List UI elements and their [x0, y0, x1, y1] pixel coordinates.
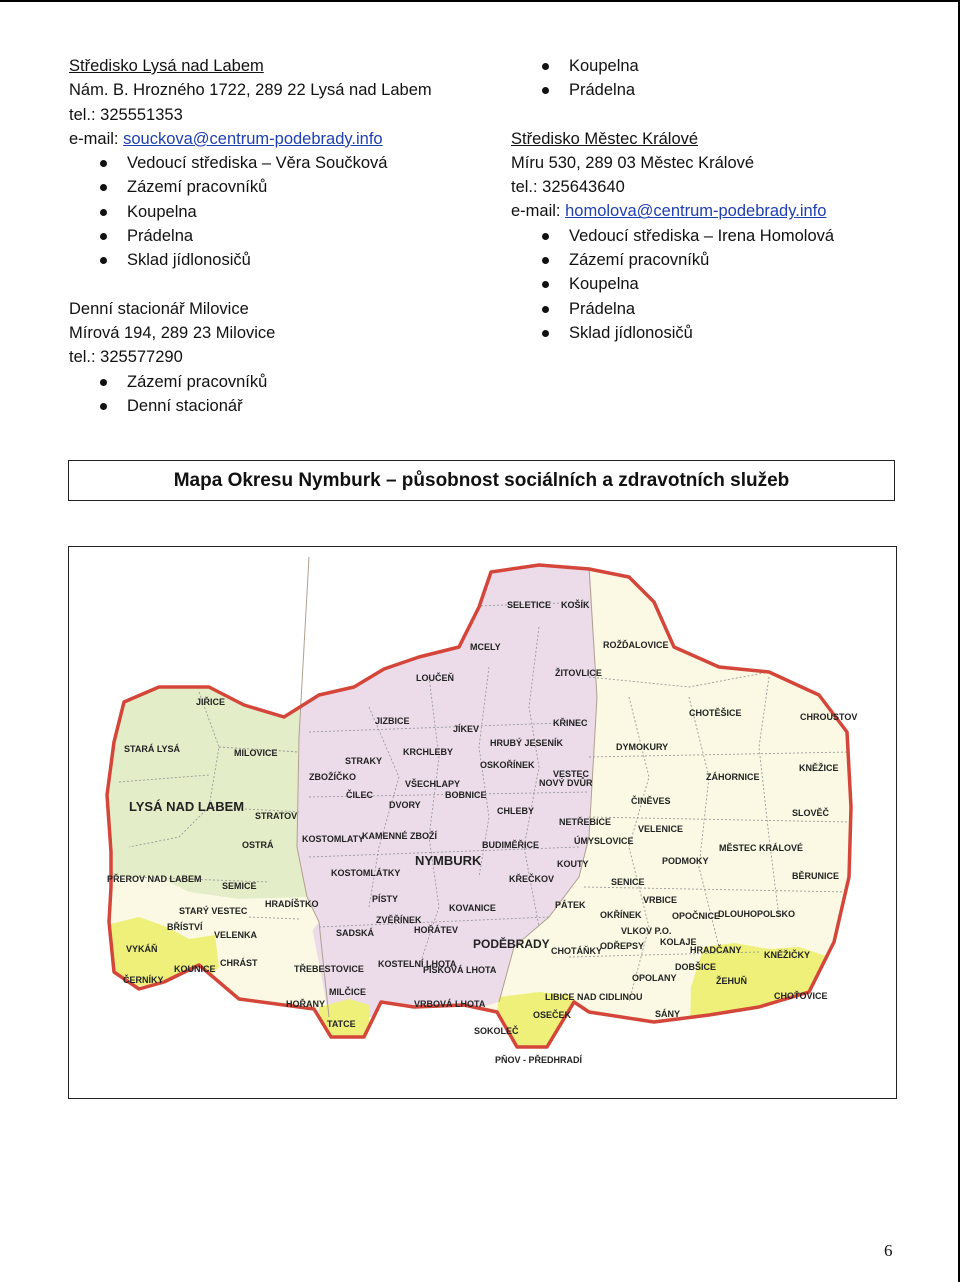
map-label: BOBNICE	[445, 790, 487, 800]
milovice-title: Denní stacionář Milovice	[69, 299, 249, 318]
mestec-title: Středisko Městec Králové	[511, 129, 699, 148]
map-label: VYKÁŇ	[126, 944, 158, 954]
map-label: ŽEHUŇ	[716, 976, 747, 986]
lysa-title: Středisko Lysá nad Labem	[69, 57, 264, 75]
map-label: KOUTY	[557, 859, 589, 869]
list-item: Vedoucí střediska – Irena Homolová	[511, 224, 941, 248]
map-label: HOŘANY	[286, 999, 326, 1009]
map-label: HRADÍŠTKO	[265, 899, 319, 909]
map-regions	[69, 547, 895, 1097]
map-label: STRATOV	[255, 811, 298, 821]
lysa-email-link[interactable]: souckova@centrum-podebrady.info	[123, 129, 383, 148]
map-label: DOBŠICE	[675, 962, 717, 972]
map-label: MILOVICE	[234, 748, 278, 758]
map-label: KNĚŽIČKY	[764, 950, 811, 960]
list-item: Koupelna	[69, 200, 489, 224]
map-label: HOŘÁTEV	[414, 925, 459, 935]
lysa-email-prefix: e-mail:	[69, 129, 124, 148]
mestec-email-link[interactable]: homolova@centrum-podebrady.info	[565, 202, 827, 221]
map-label: HRADČANY	[690, 945, 742, 955]
lysa-services-list	[69, 151, 489, 272]
map-label: LOUČEŇ	[416, 673, 454, 683]
map-label: LIBICE NAD CIDLINOU	[545, 992, 643, 1002]
milovice-tel: tel.: 325577290	[69, 348, 183, 367]
page-number: 6	[884, 1241, 893, 1260]
map-label: DVORY	[389, 800, 421, 810]
map-label: LYSÁ NAD LABEM	[129, 799, 245, 814]
map-label: KŘINEC	[553, 718, 588, 728]
map-label: CHROUSTOV	[800, 712, 858, 722]
map-label: ROŽĎALOVICE	[603, 640, 669, 650]
milovice-services-list	[69, 370, 489, 419]
map-label: PÍSKOVÁ LHOTA	[423, 965, 497, 975]
map-label: DLOUHOPOLSKO	[718, 909, 796, 919]
list-item: Prádelna	[511, 297, 941, 321]
map-label: TATCE	[327, 1019, 356, 1029]
map-label: KNĚŽICE	[799, 763, 839, 773]
list-item: Prádelna	[511, 78, 941, 102]
map-label: ZBOŽÍČKO	[309, 772, 356, 782]
map-label: SLOVĚČ	[792, 808, 830, 818]
map-label: HRUBÝ JESENÍK	[490, 738, 564, 748]
map-label: SOKOLEČ	[474, 1026, 519, 1036]
map-label: KOVANICE	[449, 903, 496, 913]
map-label: OKŘÍNEK	[600, 910, 642, 920]
map-label: CHOTÁŇKY	[551, 946, 602, 956]
map-label: JIŘICE	[196, 697, 226, 707]
district-map	[69, 547, 895, 1097]
map-label: SADSKÁ	[336, 928, 375, 938]
map-label: ČINĚVES	[631, 796, 671, 806]
map-label: SELETICE	[507, 600, 552, 610]
map-label: ČILEC	[346, 790, 373, 800]
map-label: ODŘEPSY	[600, 941, 645, 951]
mestec-services-list	[511, 224, 941, 345]
milovice-address: Mírová 194, 289 23 Milovice	[69, 323, 276, 342]
map-label: CHRÁST	[220, 958, 258, 968]
map-label: OSKOŘÍNEK	[480, 760, 535, 770]
map-label: CHOŤOVICE	[774, 991, 828, 1001]
mestec-email-prefix: e-mail:	[511, 202, 566, 221]
map-label: OSEČEK	[533, 1010, 572, 1020]
map-label: PODMOKY	[662, 856, 709, 866]
map-label: VRBOVÁ LHOTA	[414, 999, 486, 1009]
map-label: PŇOV - PŘEDHRADÍ	[495, 1055, 583, 1065]
lysa-tel: tel.: 325551353	[69, 105, 183, 124]
map-label: STRAKY	[345, 756, 383, 766]
map-label: MCELY	[470, 642, 501, 652]
map-label: NOVÝ DVŮR	[539, 778, 593, 788]
map-label: VELENKA	[214, 930, 258, 940]
map-label: VRBICE	[643, 895, 678, 905]
map-label: BĚRUNICE	[792, 871, 840, 881]
list-item: Prádelna	[69, 224, 489, 248]
map-label: SÁNY	[655, 1009, 681, 1019]
map-label: BŘÍSTVÍ	[167, 922, 203, 932]
map-label: JIZBICE	[375, 716, 410, 726]
mestec-tel: tel.: 325643640	[511, 178, 625, 197]
map-label: ZVĚŘÍNEK	[376, 915, 422, 925]
map-label: NETŘEBICE	[559, 817, 612, 827]
map-label: SEMICE	[222, 881, 257, 891]
list-item: Vedoucí střediska – Věra Součková	[69, 151, 489, 175]
map-label: KOSTOMLATY	[302, 834, 365, 844]
map-label: KŘEČKOV	[509, 874, 555, 884]
map-label: VESTEC	[553, 769, 590, 779]
list-item: Zázemí pracovníků	[69, 175, 489, 199]
map-label: MĚSTEC KRÁLOVÉ	[719, 843, 804, 853]
mestec-address: Míru 530, 289 03 Městec Králové	[511, 153, 755, 172]
map-label: CHOTĚŠICE	[689, 708, 742, 718]
map-label: JÍKEV	[453, 724, 480, 734]
map-label: PŘEROV NAD LABEM	[107, 874, 202, 884]
map-label: NYMBURK	[415, 853, 482, 868]
map-label: BUDIMĚŘICE	[482, 840, 540, 850]
map-label: KRCHLEBY	[403, 747, 454, 757]
list-item: Koupelna	[511, 54, 941, 78]
map-label: ČERNÍKY	[123, 975, 164, 985]
map-label: STARÝ VESTEC	[179, 906, 248, 916]
map-title: Mapa Okresu Nymburk – působnost sociálních a zdravotních služeb	[173, 469, 790, 491]
left-column	[69, 54, 489, 418]
map-label: KOLAJE	[660, 937, 697, 947]
map-label: PÍSTY	[372, 894, 399, 904]
map-label: KOŠÍK	[561, 600, 590, 610]
list-item: Denní stacionář	[69, 394, 489, 418]
map-label: MILČICE	[329, 987, 366, 997]
map-label: ŽITOVLICE	[555, 668, 602, 678]
list-item: Zázemí pracovníků	[69, 370, 489, 394]
map-label: STARÁ LYSÁ	[124, 744, 181, 754]
map-label: DYMOKURY	[616, 742, 669, 752]
continued-services-list	[511, 54, 941, 103]
page-top-border	[0, 0, 960, 2]
map-label: SENICE	[611, 877, 645, 887]
map-label: PODĚBRADY	[473, 937, 550, 951]
list-item: Sklad jídlonosičů	[511, 321, 941, 345]
map-label: OPOLANY	[632, 973, 677, 983]
map-frame	[68, 546, 897, 1099]
map-label: KOSTOMLÁTKY	[331, 868, 401, 878]
map-label: KOUNICE	[174, 964, 216, 974]
lysa-address: Nám. B. Hrozného 1722, 289 22 Lysá nad Labem	[69, 81, 432, 100]
list-item: Sklad jídlonosičů	[69, 248, 489, 272]
map-label: OPOČNICE	[672, 911, 721, 921]
map-label: TŘEBESTOVICE	[294, 964, 364, 974]
list-item: Zázemí pracovníků	[511, 248, 941, 272]
map-label: VŠECHLAPY	[405, 779, 461, 789]
map-label: KAMENNÉ ZBOŽÍ	[362, 831, 437, 841]
map-title-banner	[68, 460, 895, 501]
right-column	[511, 54, 941, 345]
map-label: ÚMYSLOVICE	[574, 836, 634, 846]
map-label: PÁTEK	[555, 900, 586, 910]
map-label: VELENICE	[638, 824, 684, 834]
map-label: KOSTELNÍ LHOTA	[378, 959, 457, 969]
mestec-email-line	[511, 199, 941, 223]
map-label: OSTRÁ	[242, 840, 274, 850]
lysa-email-line	[69, 127, 489, 151]
map-label: ZÁHORNICE	[706, 772, 760, 782]
list-item: Koupelna	[511, 272, 941, 296]
map-label: VLKOV P.O.	[621, 926, 672, 936]
map-label: CHLEBY	[497, 806, 535, 816]
